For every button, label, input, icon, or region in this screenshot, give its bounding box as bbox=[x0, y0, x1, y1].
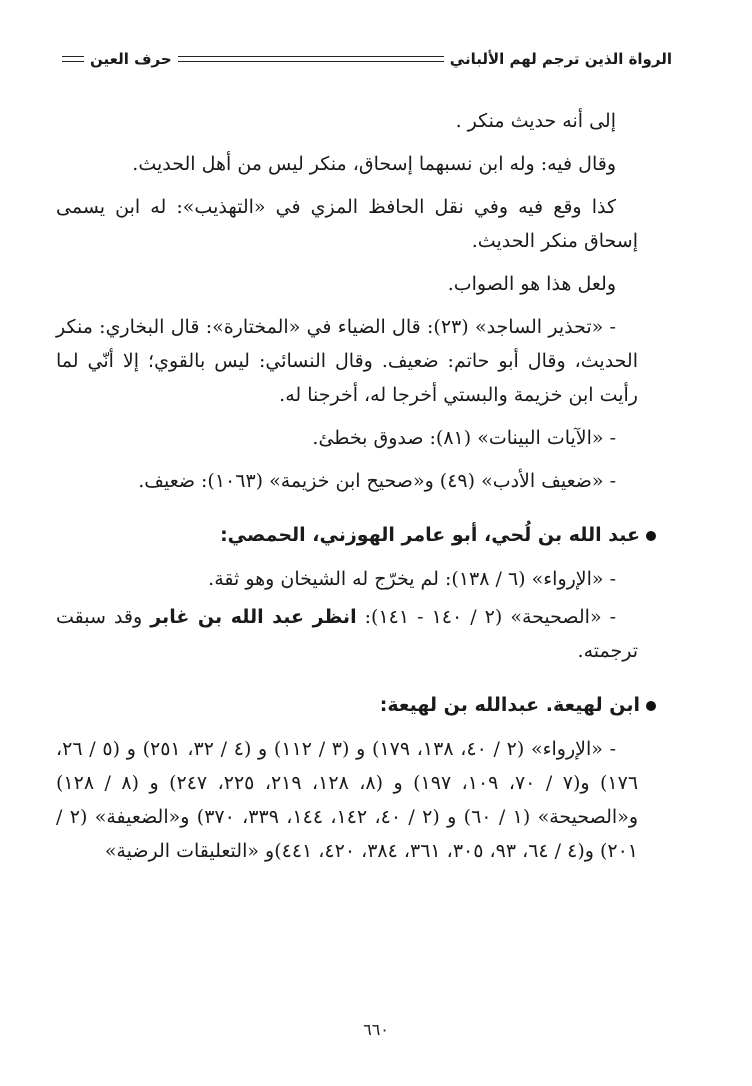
paragraph: كذا وقع فيه وفي نقل الحافظ المزي في «التهذيب»: له ابن يسمى إسحاق منكر الحديث. bbox=[56, 196, 638, 252]
book-title: الرواة الذين ترجم لهم الألباني bbox=[449, 50, 672, 68]
paragraph bbox=[56, 600, 638, 668]
paragraph: - «الإرواء» (٢ / ٤٠، ١٣٨، ١٧٩) و (٣ / ١١٢) و (٤ / ٣٢، ٢٥١) و (٥ / ٢٦، ١٧٦) و(٧ / ٧٠، ١٠٩، ١٩٧) و (٨، ١٢٨، ٢١٩، ٢٢٥، ٢٤٧) و (٨ / ١٢٨) و«الصحيحة» (١ / ٦٠) و (٢ / ٤٠، ١٤٢، ١٤٤، ٣٣٩، ٣٧٠) و«الضعيفة» (٢ / ٢٠١) و(٤ / ٦٤، ٩٣، ٣٠٥، ٣٦١، ٣٨٤، ٤٢٠، ٤٤١)و «التعليقات الرضية» bbox=[56, 738, 639, 862]
paragraph: وقال فيه: وله ابن نسبهما إسحاق، منكر ليس من أهل الحديث. bbox=[132, 153, 616, 175]
entry-heading-text: عبد الله بن لُحي، أبو عامر الهوزني، الحمصي: bbox=[220, 524, 640, 546]
text-run: - «الصحيحة» (٢ / ١٤٠ - ١٤١): bbox=[356, 606, 617, 628]
header-rule bbox=[178, 56, 444, 62]
entry-heading bbox=[56, 520, 656, 550]
text-run: وقد سبقت ترجمته. bbox=[56, 606, 638, 662]
page-number: ٦٦٠ bbox=[363, 1020, 389, 1039]
running-header bbox=[56, 46, 672, 72]
cross-reference: انظر عبد الله بن غابر bbox=[150, 606, 357, 628]
paragraph: - «الآيات البينات» (٨١): صدوق بخطئ. bbox=[312, 427, 616, 449]
paragraph: إلى أنه حديث منكر . bbox=[455, 110, 616, 132]
paragraph: - «الإرواء» (٦ / ١٣٨): لم يخرّج له الشيخان وهو ثقة. bbox=[208, 568, 616, 590]
bullet-icon bbox=[646, 531, 656, 541]
paragraph: - «ضعيف الأدب» (٤٩) و«صحيح ابن خزيمة» (١٠٦٣): ضعيف. bbox=[138, 470, 616, 492]
paragraph: - «تحذير الساجد» (٢٣): قال الضياء في «المختارة»: قال البخاري: منكر الحديث، وقال أبو حاتم: ضعيف. وقال النسائي: ليس بالقوي؛ إلا أنّي لما رأيت ابن خزيمة والبستي أخرجا له، أخرجنا له. bbox=[56, 316, 638, 406]
entry-heading-text: ابن لهيعة. عبدالله بن لهيعة: bbox=[379, 694, 640, 716]
entry-heading bbox=[56, 690, 656, 720]
header-rule-end bbox=[62, 56, 84, 62]
chapter-title: حرف العين bbox=[90, 50, 172, 68]
paragraph: ولعل هذا هو الصواب. bbox=[447, 273, 616, 295]
bullet-icon bbox=[646, 701, 656, 711]
page-content bbox=[56, 104, 638, 877]
